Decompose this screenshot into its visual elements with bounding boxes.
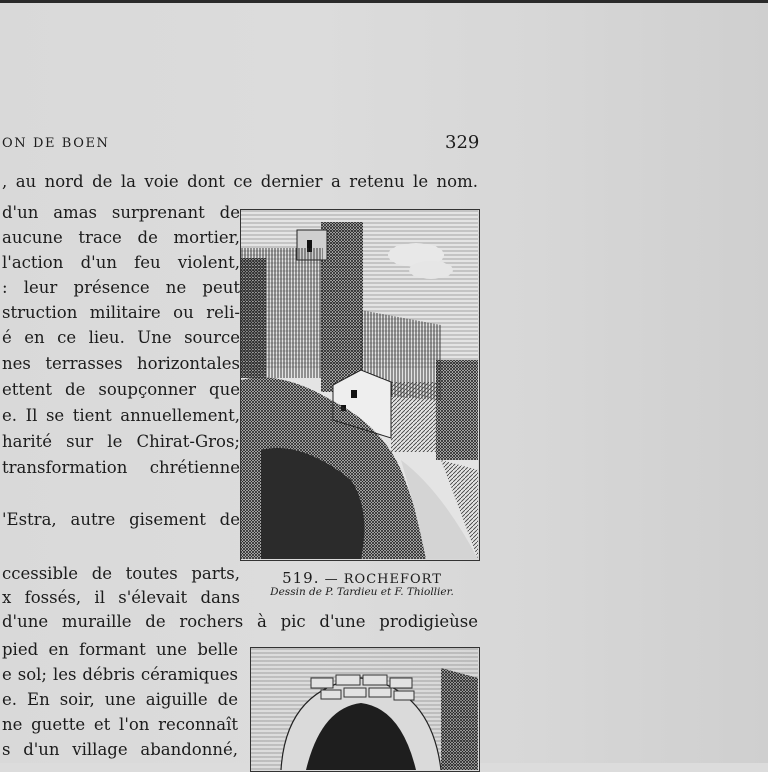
figure-stone-arch-engraving — [250, 647, 480, 772]
text-line: x fossés, il s'élevait dans — [2, 588, 240, 607]
arch-illustration — [251, 648, 478, 770]
text-line: : leur présence ne peut — [2, 278, 240, 297]
text-line: e sol; les débris céramiques — [2, 665, 238, 684]
text-line: 'Estra, autre gisement de — [2, 510, 240, 529]
text-line: d'une muraille de rochers à pic d'une prodigieùse — [2, 612, 478, 631]
text-line: harité sur le Chirat-Gros; — [2, 432, 240, 451]
running-head: ON DE BOEN — [2, 136, 110, 151]
text-line: transformation chrétienne — [2, 458, 240, 477]
figure-number: 519. — [282, 569, 320, 587]
text-line: aucune trace de mortier, — [2, 228, 240, 247]
text-line: e. Il se tient annuellement, — [2, 406, 240, 425]
text-line: ettent de soupçonner que — [2, 380, 240, 399]
text-line: struction militaire ou reli- — [2, 303, 240, 322]
figure-title: ROCHEFORT — [343, 572, 442, 587]
page-number: 329 — [445, 132, 480, 153]
text-line: é en ce lieu. Une source — [2, 328, 240, 347]
figure-caption-credit: Dessin de P. Tardieu et F. Thiollier. — [270, 586, 454, 598]
caption-dash: — — [324, 572, 339, 587]
text-line: nes terrasses horizontales — [2, 354, 240, 373]
text-line: s d'un village abandonné, — [2, 740, 238, 759]
text-line: , au nord de la voie dont ce dernier a retenu le nom. — [2, 172, 478, 191]
engraving-illustration — [241, 210, 478, 559]
text-line: ne guette et l'on reconnaît — [2, 715, 238, 734]
text-line: d'un amas surprenant de — [2, 203, 240, 222]
book-page — [0, 3, 768, 763]
text-line: e. En soir, une aiguille de — [2, 690, 238, 709]
figure-rochefort-engraving — [240, 209, 480, 561]
figure-caption-title — [240, 569, 484, 587]
text-line: l'action d'un feu violent, — [2, 253, 240, 272]
text-line: pied en formant une belle — [2, 640, 238, 659]
text-line: ccessible de toutes parts, — [2, 564, 240, 583]
